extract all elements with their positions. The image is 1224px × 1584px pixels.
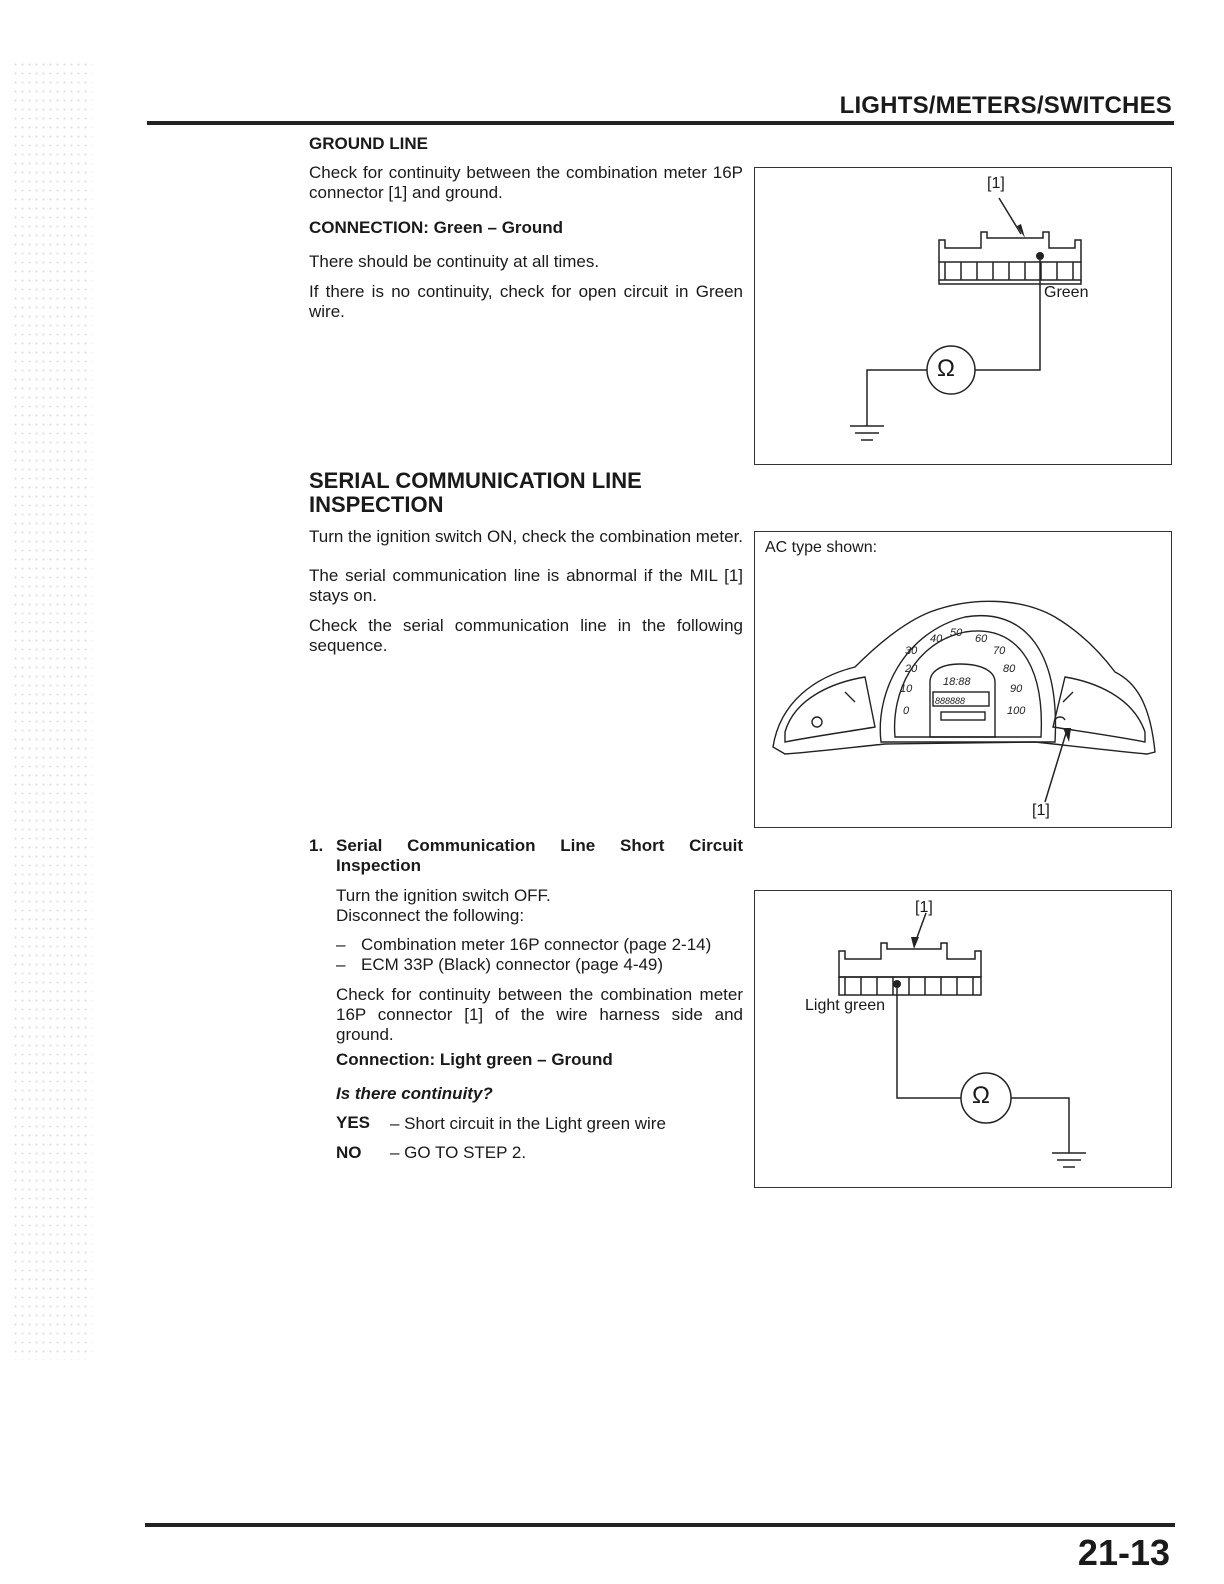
no-text: – GO TO STEP 2. [390,1143,527,1162]
svg-text:0: 0 [903,705,910,717]
ground-figure-wire-label: Green [1044,284,1089,301]
meter-figure-ref: [1] [1032,802,1050,819]
ground-line-diagram [755,168,1173,466]
svg-text:50: 50 [950,627,963,639]
list-item-text: Combination meter 16P connector (page 2-14) [361,935,712,954]
list-item [336,935,711,955]
list-dash: – [336,935,346,954]
short-circuit-figure [754,890,1172,1188]
section-header: LIGHTS/METERS/SWITCHES [839,92,1172,119]
ohmmeter-icon: Ω [972,1082,990,1109]
svg-text:10: 10 [900,683,913,695]
scan-margin-noise [12,60,92,1360]
svg-text:90: 90 [1010,683,1023,695]
short-figure-ref: [1] [915,899,933,916]
combination-meter-illustration [755,532,1173,829]
svg-text:20: 20 [905,663,918,675]
svg-text:18:88: 18:88 [943,676,971,688]
serial-heading-1: SERIAL COMMUNICATION LINE [309,468,642,493]
step1-title-1: Serial Communication Line Short Circuit [336,836,743,855]
svg-text:100: 100 [1007,705,1026,717]
ground-line-connection: CONNECTION: Green – Ground [309,218,564,237]
ground-figure-ref: [1] [987,175,1005,192]
svg-text:60: 60 [975,633,988,645]
list-item-text: ECM 33P (Black) connector (page 4-49) [361,955,664,974]
yes-label: YES [336,1113,371,1132]
yes-text: – Short circuit in the Light green wire [390,1114,666,1133]
ground-line-text-3: If there is no continuity, check for open circuit in Green wire. [309,282,743,321]
ground-line-heading: GROUND LINE [309,134,428,153]
no-label: NO [336,1143,362,1162]
ground-line-text-1: Check for continuity between the combination meter 16P connector [1] and ground. [309,163,743,202]
step1-title-2: Inspection [336,856,422,875]
ground-line-text-2: There should be continuity at all times. [309,252,600,271]
svg-text:80: 80 [1003,663,1016,675]
page-number: 21-13 [1077,1532,1170,1573]
svg-text:70: 70 [993,645,1006,657]
step1-text-2: Disconnect the following: [336,906,525,925]
ohmmeter-icon: Ω [937,355,955,382]
svg-text:30: 30 [905,645,918,657]
serial-text-1: Turn the ignition switch ON, check the combination meter. [309,527,744,546]
list-item [336,955,663,975]
serial-heading-2: INSPECTION [309,492,444,517]
step1-text-3: Check for continuity between the combination meter 16P connector [1] of the wire harness side and ground. [336,985,743,1044]
svg-text:888888: 888888 [935,696,966,706]
step1-connection: Connection: Light green – Ground [336,1050,613,1069]
svg-text:40: 40 [930,633,943,645]
ground-line-figure [754,167,1172,465]
footer-rule [145,1523,1175,1527]
step1-text-1: Turn the ignition switch OFF. [336,886,551,905]
step1-question: Is there continuity? [336,1084,493,1103]
header-rule [147,121,1174,125]
meter-figure [754,531,1172,828]
serial-text-3: Check the serial communication line in the following sequence. [309,616,743,655]
short-figure-wire-label: Light green [805,997,886,1014]
short-circuit-diagram [755,891,1173,1189]
list-dash: – [336,955,346,974]
meter-figure-caption: AC type shown: [765,539,878,556]
step1-number: 1. [309,836,324,855]
serial-text-2: The serial communication line is abnormal if the MIL [1] stays on. [309,566,743,605]
